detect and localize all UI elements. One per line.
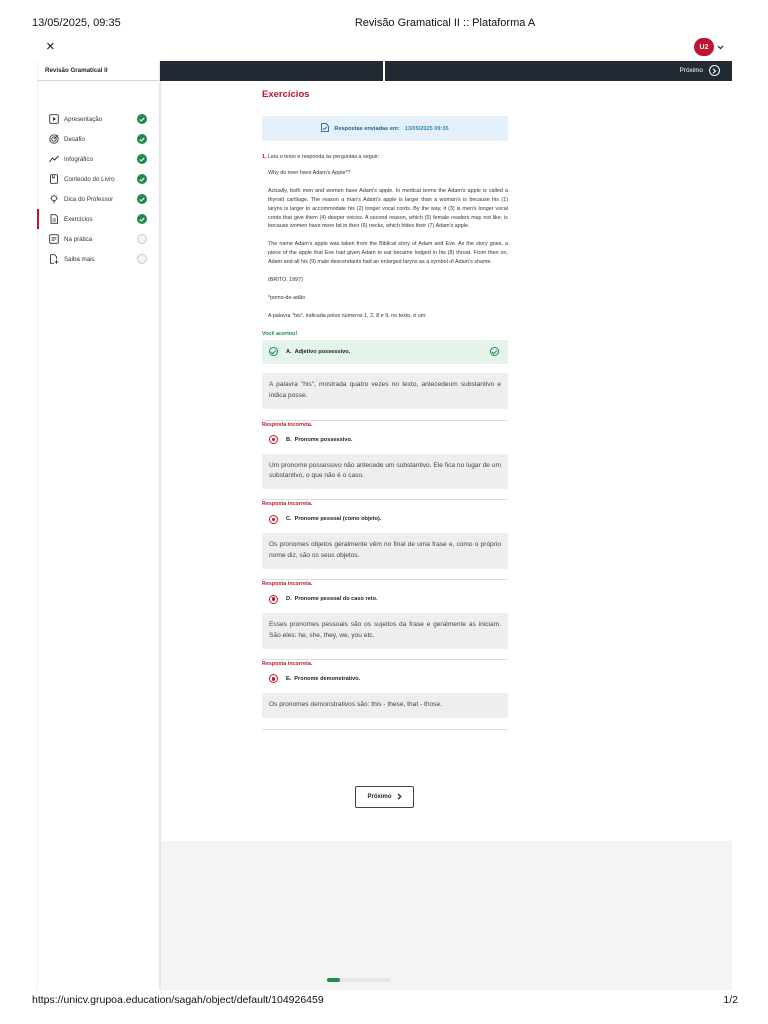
result-correct-label: Você acertou! bbox=[262, 330, 298, 337]
divider bbox=[262, 659, 508, 660]
exercise-content bbox=[262, 89, 508, 730]
page-title: Exercícios bbox=[262, 89, 310, 100]
option-letter: D. bbox=[286, 596, 292, 603]
option-feedback: Os pronomes objetos geralmente vêm no final de uma frase e, como o próprio nome diz, são os seus objetos. bbox=[262, 533, 508, 569]
option-text: Pronome possessivo. bbox=[294, 436, 353, 443]
banner-date: 13/05/2025 09:35 bbox=[404, 125, 449, 132]
radio-selected-icon bbox=[269, 515, 278, 524]
sidebar-item-label: Exercícios bbox=[64, 215, 93, 223]
sidebar-item-infografico[interactable] bbox=[38, 149, 159, 169]
arrow-right-circle-icon bbox=[709, 65, 720, 76]
option-a[interactable] bbox=[262, 340, 508, 364]
footer-area bbox=[161, 841, 732, 990]
sidebar-item-na-pratica[interactable] bbox=[38, 229, 159, 249]
question-prompt-text: Leia o texto e responda às perguntas a seguir: bbox=[268, 154, 380, 160]
check-icon bbox=[137, 134, 147, 144]
check-icon bbox=[137, 214, 147, 224]
target-icon bbox=[49, 134, 59, 144]
pending-status-icon bbox=[137, 234, 147, 244]
option-e[interactable] bbox=[262, 667, 508, 691]
option-text: Adjetivo possessivo. bbox=[294, 348, 351, 355]
option-feedback: Um pronome possessivo não antecede um substantivo. Ele fica no lugar de um substantivo, o que não é o caso. bbox=[262, 454, 508, 490]
sidebar-item-label: Dica do Professor bbox=[64, 195, 114, 203]
list-icon bbox=[49, 234, 59, 244]
question-prompt bbox=[262, 153, 508, 162]
option-text: Pronome pessoal (como objeto). bbox=[294, 516, 382, 523]
divider bbox=[262, 499, 508, 500]
question-number: 1. bbox=[262, 154, 267, 160]
chevron-right-icon bbox=[397, 793, 402, 802]
check-icon bbox=[137, 194, 147, 204]
option-d[interactable] bbox=[262, 587, 508, 611]
document-icon bbox=[49, 214, 59, 224]
print-page-number: 1/2 bbox=[723, 994, 738, 1006]
radio-selected-icon bbox=[269, 435, 278, 444]
divider bbox=[383, 61, 385, 81]
reading-source: (BRITO, 1997) bbox=[268, 277, 303, 284]
option-c[interactable] bbox=[262, 507, 508, 531]
option-feedback: A palavra "his", mostrada quatro vezes no texto, antecedeum substantivo e indica posse. bbox=[262, 373, 508, 409]
option-b[interactable] bbox=[262, 428, 508, 452]
print-footer bbox=[0, 994, 768, 1010]
sidebar-item-dica-do-professor[interactable] bbox=[38, 189, 159, 209]
next-button[interactable] bbox=[355, 786, 414, 808]
chevron-down-icon bbox=[717, 43, 724, 52]
radio-correct-icon bbox=[269, 347, 278, 356]
progress-bar bbox=[327, 978, 391, 982]
reading-title: Why do men have Adam's Apple*? bbox=[268, 169, 351, 176]
document-check-icon bbox=[321, 123, 329, 134]
divider bbox=[262, 579, 508, 580]
sidebar-nav bbox=[38, 109, 159, 269]
next-top-button[interactable] bbox=[680, 65, 720, 76]
next-top-label: Próximo bbox=[679, 67, 703, 74]
question-ask: A palavra "his", indicada pelos números 1, 2, 8 e 9, no texto, é um: bbox=[268, 312, 427, 319]
result-incorrect-label: Resposta incorreta. bbox=[262, 581, 313, 588]
print-title: Revisão Gramatical II :: Plataforma A bbox=[354, 17, 536, 29]
radio-selected-icon bbox=[269, 674, 278, 683]
option-text: Pronome demonstrativo. bbox=[294, 675, 361, 682]
progress-fill bbox=[327, 978, 340, 982]
avatar: U2 bbox=[694, 38, 714, 56]
result-incorrect-label: Resposta incorreta. bbox=[262, 421, 313, 428]
sidebar-item-conteudo-do-livro[interactable] bbox=[38, 169, 159, 189]
reading-footnote: *pomo-de-adão bbox=[268, 294, 306, 301]
sidebar-item-label: Conteúdo do Livro bbox=[64, 175, 115, 183]
option-letter: C. bbox=[286, 516, 292, 523]
sidebar-item-apresentacao[interactable] bbox=[38, 109, 159, 129]
sidebar-item-exercicios[interactable] bbox=[38, 209, 159, 229]
banner-label: Respostas enviadas em: bbox=[334, 125, 400, 132]
print-url: https://unicv.grupoa.education/sagah/object/default/104926459 bbox=[32, 994, 324, 1006]
reading-paragraph-1: Actually, both men and women have Adam's apple. In medical terms the Adam's apple is called a thyroid cartilage. The reason a man's Adam's apple is larger than a woman's is because his (1) larynx is larger to accommodate his (2) longer vocal cords. By the way, it (3) is men's longer vocal cords that give them (4) deeper voices. A second reason, which (5) female readers may not like, is because women have more fat in their (6) necks, which hides their (7) Adam's apple. bbox=[268, 187, 508, 230]
reading-paragraph-2: The name Adam's apple was taken from the Biblical story of Adam and Eve. As the story goes, a piece of the apple that Eve had given Adam to eat became lodged in his (8) throat. From then on, Adam and all his (9) male descendants had an enlarged larynx as a symbol of Adam's shame. bbox=[268, 241, 508, 266]
check-icon bbox=[137, 154, 147, 164]
check-icon bbox=[137, 114, 147, 124]
option-text: Pronome pessoal do caso reto. bbox=[294, 596, 378, 603]
sidebar-item-label: Saiba mais bbox=[64, 255, 95, 263]
sidebar-title: Revisão Gramatical II bbox=[38, 61, 159, 81]
sidebar bbox=[37, 61, 161, 990]
sidebar-item-saiba-mais[interactable] bbox=[38, 249, 159, 269]
divider bbox=[262, 729, 508, 730]
book-icon bbox=[49, 174, 59, 184]
result-incorrect-label: Resposta incorreta. bbox=[262, 501, 313, 508]
sidebar-item-desafio[interactable] bbox=[38, 129, 159, 149]
top-nav-bar bbox=[160, 61, 732, 81]
divider bbox=[262, 420, 508, 421]
sidebar-item-label: Infográfico bbox=[64, 155, 93, 163]
result-incorrect-label: Resposta incorreta. bbox=[262, 660, 313, 667]
submission-banner bbox=[262, 116, 508, 141]
sidebar-item-label: Na prática bbox=[64, 235, 93, 243]
radio-selected-icon bbox=[269, 595, 278, 604]
play-icon bbox=[49, 114, 59, 124]
sidebar-item-label: Apresentação bbox=[64, 115, 103, 123]
close-icon[interactable]: × bbox=[46, 38, 55, 55]
check-circle-icon bbox=[490, 347, 499, 356]
option-letter: A. bbox=[286, 348, 292, 355]
option-feedback: Os pronomes demonstrativos são: this - these, that - those. bbox=[262, 693, 508, 718]
check-icon bbox=[137, 174, 147, 184]
lightbulb-icon bbox=[49, 194, 59, 204]
option-letter: B. bbox=[286, 436, 292, 443]
sidebar-item-label: Desafio bbox=[64, 135, 85, 143]
print-header bbox=[0, 0, 768, 34]
print-datetime: 13/05/2025, 09:35 bbox=[32, 17, 121, 29]
next-button-label: Próximo bbox=[367, 794, 392, 800]
pending-status-icon bbox=[137, 254, 147, 264]
file-add-icon bbox=[49, 254, 59, 264]
option-letter: E. bbox=[286, 675, 292, 682]
chart-line-icon bbox=[49, 154, 59, 164]
user-menu[interactable] bbox=[694, 38, 724, 56]
option-feedback: Esses pronomes pessoais são os sujeitos da frase e geralmente as iniciam. São eles: he, she, they, we, you etc. bbox=[262, 613, 508, 649]
